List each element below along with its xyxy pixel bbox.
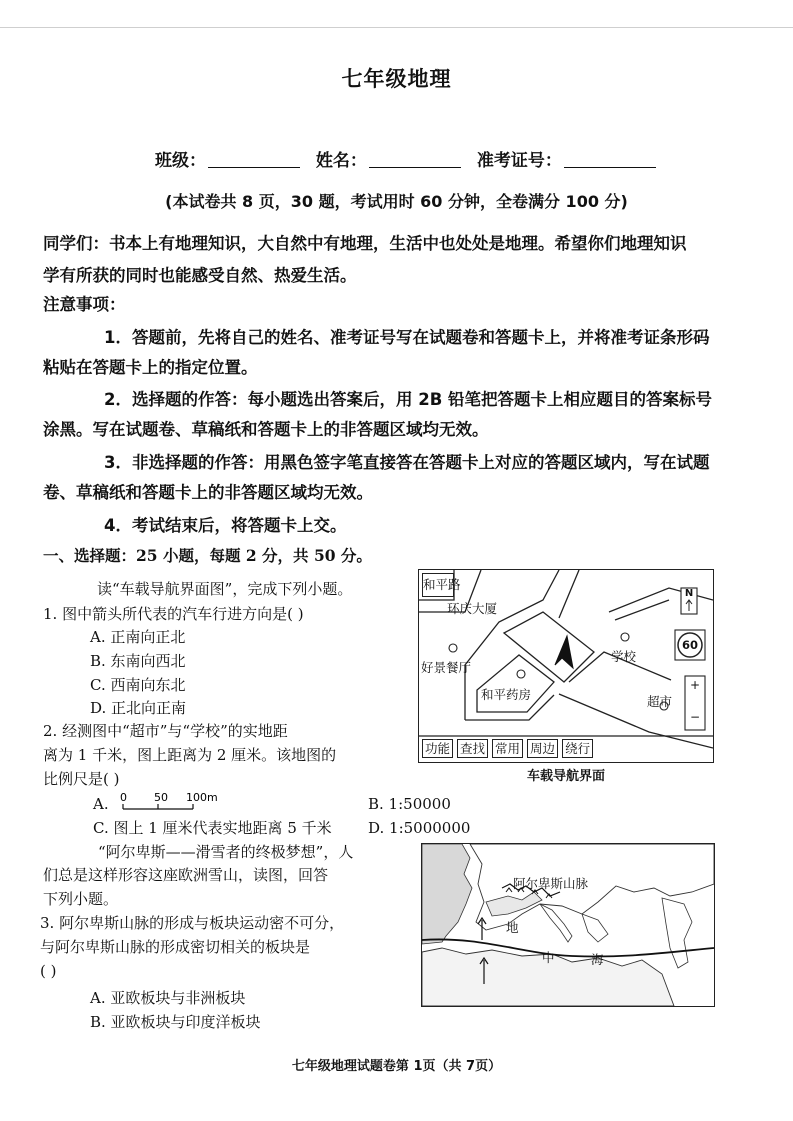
nav-map-caption: 车载导航界面 (526, 769, 605, 784)
place-mall: 环庆大厦 (447, 601, 498, 616)
name-label: 姓名： (315, 151, 367, 171)
place-school: 学校 (611, 649, 637, 664)
q2-option-a[interactable] (93, 793, 109, 816)
name-blank[interactable] (369, 166, 461, 168)
q2-option-d[interactable]: D. 1:5000000 (368, 819, 471, 837)
car-arrow-icon (555, 636, 573, 668)
q2-stem-1: 2. 经测图中“超市”与“学校”的实地距 (43, 722, 288, 740)
school-marker (621, 633, 629, 641)
balkans (582, 914, 608, 942)
q2-option-b[interactable]: B. 1:50000 (368, 795, 451, 813)
q2-stem-3: 比例尺是( ) (43, 770, 120, 788)
scan-edge-line (0, 27, 793, 28)
note-3b: 卷、草稿纸和答题卡上的非答题区域均无效。 (43, 483, 373, 502)
q3-option-b[interactable]: B. 亚欧板块与印度洋板块 (90, 1013, 261, 1031)
nav-button-common[interactable]: 常用 (492, 739, 523, 758)
north-label: N (684, 588, 694, 599)
q1-stem: 1. 图中箭头所代表的汽车行进方向是( ) (43, 605, 304, 623)
group1-lead: 读“车载导航界面图”，完成下列小题。 (97, 580, 353, 598)
nav-button-nearby[interactable]: 周边 (527, 739, 558, 758)
q3-option-a[interactable]: A. 亚欧板块与非洲板块 (90, 989, 246, 1007)
scale-tick-50: 50 (154, 791, 168, 804)
intro-line-1: 同学们：书本上有地理知识，大自然中有地理，生活中也处处是地理。希望你们地理知识 (43, 234, 687, 253)
note-1b: 粘贴在答题卡上的指定位置。 (43, 358, 258, 377)
note-1a: 1．答题前，先将自己的姓名、准考证号写在试题卷和答题卡上，并将准考证条形码 (104, 328, 710, 347)
alps-map-drawing (422, 844, 714, 1006)
note-4: 4．考试结束后，将答题卡上交。 (104, 516, 347, 535)
sea-label-1: 地 (506, 920, 519, 935)
id-blank[interactable] (564, 166, 656, 168)
restaurant-marker (449, 644, 457, 652)
zoom-in-button[interactable]: + (689, 678, 701, 692)
scale-bar-icon (118, 790, 228, 814)
q2-option-a-letter: A. (93, 795, 109, 813)
nav-button-detour[interactable]: 绕行 (562, 739, 593, 758)
nav-map (418, 569, 714, 763)
class-label: 班级： (155, 151, 206, 171)
note-3a: 3．非选择题的作答：用黑色签字笔直接答在答题卡上对应的答题区域内，写在试题 (104, 453, 710, 472)
group2-lead-2: 们总是这样形容这座欧洲雪山，读图，回答 (43, 866, 329, 884)
nav-button-bar (422, 739, 593, 758)
exam-notice: (本试卷共 8 页，30 题，考试用时 60 分钟，全卷满分 100 分) (165, 192, 628, 211)
nav-button-function[interactable]: 功能 (422, 739, 453, 758)
note-2a: 2．选择题的作答：每小题选出答案后，用 2B 铅笔把答题卡上相应题目的答案标号 (104, 390, 713, 409)
q3-stem-2: 与阿尔卑斯山脉的形成密切相关的板块是 (40, 938, 311, 956)
group2-lead-1: “阿尔卑斯——滑雪者的终极梦想”，人 (98, 843, 354, 861)
place-restaurant: 好景餐厅 (421, 660, 472, 675)
road-label: 和平路 (422, 573, 454, 597)
q1-option-c[interactable]: C. 西南向东北 (90, 676, 186, 694)
place-market: 超市 (647, 694, 673, 709)
speed-limit-value: 60 (681, 638, 698, 652)
italy-peninsula (540, 904, 572, 942)
sea-label-2: 中 (542, 950, 555, 965)
group2-lead-3: 下列小题。 (43, 890, 119, 908)
britain-land (422, 844, 472, 944)
student-info-fields (155, 146, 666, 171)
page-title: 七年级地理 (341, 67, 452, 91)
page-footer: 七年级地理试题卷第 1页（共 7页） (291, 1059, 502, 1074)
place-pharmacy: 和平药房 (481, 687, 532, 702)
scale-tick-100: 100m (186, 791, 218, 804)
note-2b: 涂黑。写在试题卷、草稿纸和答题卡上的非答题区域均无效。 (43, 420, 489, 439)
id-label: 准考证号： (476, 151, 562, 171)
nav-button-search[interactable]: 查找 (457, 739, 488, 758)
scale-tick-0: 0 (120, 791, 127, 804)
alps-label: 阿尔卑斯山脉 (513, 876, 589, 891)
notes-heading: 注意事项： (43, 295, 126, 314)
pharmacy-marker (517, 670, 525, 678)
section-heading: 一、选择题：25 小题，每题 2 分，共 50 分。 (43, 546, 372, 565)
alps-map (421, 843, 715, 1007)
q1-option-b[interactable]: B. 东南向西北 (90, 652, 186, 670)
intro-line-2: 学有所获的同时也能感受自然、热爱生活。 (43, 266, 357, 285)
q3-stem-3: ( ) (40, 962, 57, 980)
sea-label-3: 海 (591, 952, 604, 967)
black-sea-coast (662, 898, 692, 968)
q1-option-a[interactable]: A. 正南向正北 (90, 628, 186, 646)
class-blank[interactable] (208, 166, 300, 168)
zoom-out-button[interactable]: − (689, 710, 701, 724)
q3-stem-1: 3. 阿尔卑斯山脉的形成与板块运动密不可分， (40, 914, 345, 932)
q2-option-c[interactable]: C. 图上 1 厘米代表实地距离 5 千米 (93, 819, 332, 837)
q1-option-d[interactable]: D. 正北向正南 (90, 699, 187, 717)
q2-stem-2: 离为 1 千米，图上距离为 2 厘米。该地图的 (43, 746, 337, 764)
